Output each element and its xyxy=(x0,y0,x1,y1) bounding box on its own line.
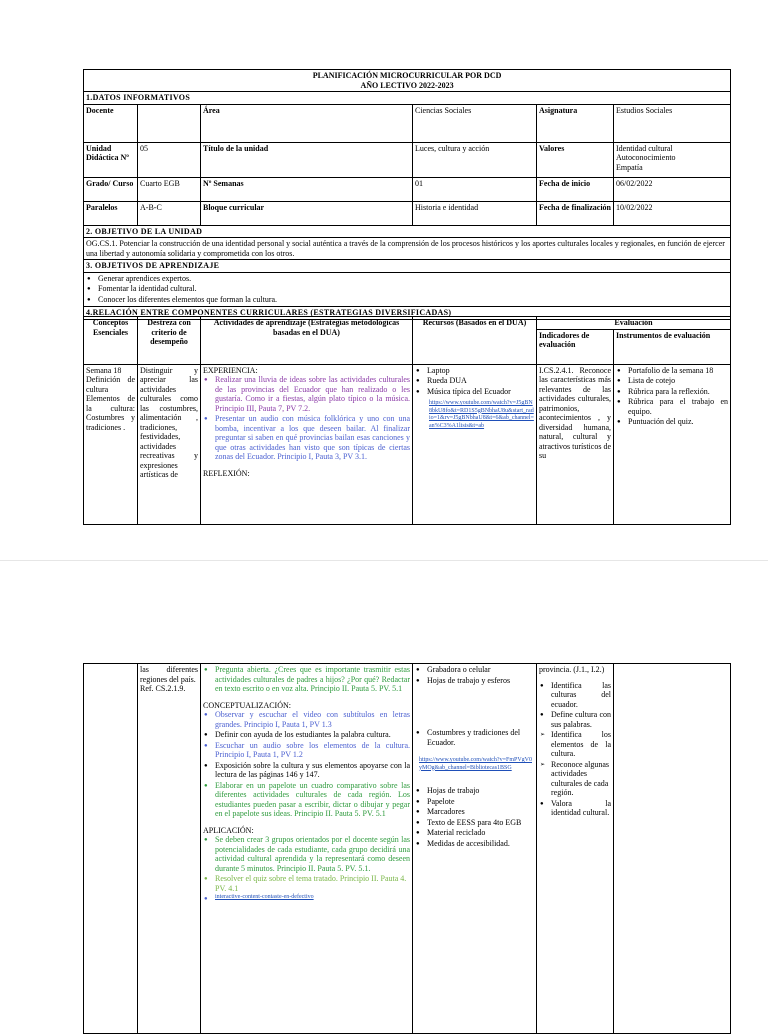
quiz-link[interactable]: ● interactive-content-contaste-en-defectivo xyxy=(215,894,314,900)
instrumento-item: ● Lista de cotejo xyxy=(624,376,728,386)
conceptualizacion-item: ● Elaborar en un papelote un cuadro comparativo sobre las diferentes actividades culturales de cada región. Los estudiantes pueden pasar a escribir, dictar o dibujar y pegar en el papelote sus ideas. Principio II. Pauta 5. PV. 5.1 xyxy=(211,781,410,819)
instrumento-item: ● Rúbrica para el trabajo en equipo. xyxy=(624,397,728,416)
recurso-item: ● Costumbres y tradiciones del Ecuador. xyxy=(423,728,534,747)
objetivo-item: ● Conocer los diferentes elementos que forman la cultura. xyxy=(94,295,728,305)
area-value: Ciencias Sociales xyxy=(413,104,537,142)
section-datos-informativos: 1.DATOS INFORMATIVOS xyxy=(84,92,731,105)
titulo-unidad-value: Luces, cultura y acción xyxy=(413,142,537,177)
col-actividades: Actividades de aprendizaje (Estrategias metodológicas basadas en el DUA) xyxy=(201,317,413,365)
bloque-value: Historia e identidad xyxy=(413,201,537,225)
valor-item: Autoconocimiento xyxy=(616,153,676,162)
recurso-item: ● Música típica del Ecuador xyxy=(423,387,534,397)
reflexion-label: REFLEXIÓN: xyxy=(203,468,250,478)
instrumentos-cell xyxy=(614,364,731,524)
recurso-item: ● Hojas de trabajo xyxy=(423,786,534,796)
col-evaluacion: Evaluación xyxy=(537,317,731,330)
recurso-item: ● Medidas de accesibilidad. xyxy=(423,839,534,849)
area-label: Área xyxy=(201,104,413,142)
valor-item: Identidad cultural xyxy=(616,143,673,153)
video-link-1[interactable]: https://www.youtube.com/watch?v=J5gBN8bkU8fo&t=RD1S5gBNbhaU8u&start_radio=1&rv=J5gBNbhaU8&t=6&ab_channel=an%C3%A1lisis&t=ab xyxy=(429,400,534,429)
actividades-cell xyxy=(201,364,413,524)
experiencia-label: EXPERIENCIA: xyxy=(203,365,258,375)
fecha-fin-label: Fecha de finalización xyxy=(537,201,614,225)
unidad-value: 05 xyxy=(138,142,201,177)
aplicacion-item: ● Se deben crear 3 grupos orientados por el docente según las potencialidades de cada estudiante, cada grupo decidirá una actividad cultural aprendida y la representará como deseen durante 5 minutos. Principio II. Pauta 5. PV. 5.1. xyxy=(211,835,410,873)
document-title: PLANIFICACIÓN MICROCURRICULAR POR DCD xyxy=(312,71,502,80)
indicador-item: ● Identifica las culturas del ecuador. xyxy=(547,681,611,710)
document-page-2 xyxy=(0,560,768,1025)
aplicacion-item xyxy=(211,894,410,902)
conceptualizacion-label: CONCEPTUALIZACIÓN: xyxy=(203,700,291,710)
paralelos-label: Paralelos xyxy=(84,201,138,225)
docente-value xyxy=(138,104,201,142)
objetivos-aprendizaje-list xyxy=(84,272,731,307)
document-title-cell xyxy=(84,70,731,92)
indicador-item: ● Define cultura con sus palabras. xyxy=(547,710,611,729)
conceptualizacion-item: ● Observar y escuchar el video con subtítulos en letras grandes. Principio I, Pauta 1, PV 1.3 xyxy=(211,710,410,729)
objetivo-item: ● Generar aprendices expertos. xyxy=(94,274,728,284)
aplicacion-item: ● Resolver el quiz sobre el tema tratado. Principio II. Pauta 4. PV. 4.1 xyxy=(211,874,410,893)
video-link-2[interactable]: https://www.youtube.com/watch?v=FmPVgV0yMOg&ab_channel=Bibliotecas1BSG xyxy=(419,757,532,771)
reflexion-item: ● Pregunta abierta. ¿Crees que es importante trasmitir estas actividades culturales de padres a hijos? ¿Por qué? Redactar en texto escrito o en voz alta. Principio II. Pauta 5. PV. 5.1 xyxy=(211,665,410,694)
recurso-item: ● Material reciclado xyxy=(423,828,534,838)
paralelos-value: A-B-C xyxy=(138,201,201,225)
experiencia-item: ● Realizar una lluvia de ideas sobre las actividades culturales de las provincias del Ecuador que han realizado o les gustaría. Como ir a fiestas, algún plato típico o la música. Principio III, Pauta 7, PV 7.2. xyxy=(211,375,410,413)
unidad-label: Unidad Didáctica Nº xyxy=(84,142,138,177)
conceptualizacion-item: ● Exposición sobre la cultura y sus elementos apoyarse con la lectura de las páginas 146 y 147. xyxy=(211,761,410,780)
col-indicadores: Indicadores de evaluación xyxy=(537,329,614,364)
recurso-item: ● Rueda DUA xyxy=(423,376,534,386)
instrumentos-cell-continued xyxy=(614,664,731,1034)
fecha-inicio-value: 06/02/2022 xyxy=(614,177,731,201)
recurso-item: ● Papelote xyxy=(423,797,534,807)
semanas-value: 01 xyxy=(413,177,537,201)
school-year: AÑO LECTIVO 2022-2023 xyxy=(360,80,454,90)
experiencia-item: ● Presentar un audio con música folklórica y uno con una bomba, incentivar a los que deseen bailar. Al finalizar preguntar si saben en qué provincias bailan esas canciones y que otras actividades han visto que son típicas de ciertas zonas del Ecuador. Principio I, Pauta 3, PV 3.1. xyxy=(211,414,410,462)
indicador-item: ● Valora la identidad cultural. xyxy=(547,799,611,818)
grado-value: Cuarto EGB xyxy=(138,177,201,201)
recurso-item: ● Texto de EESS para 4to EGB xyxy=(423,818,534,828)
grado-label: Grado/ Curso xyxy=(84,177,138,201)
conceptos-cell: Semana 18 Definición de cultura Elementos de la cultura: Costumbres y tradiciones . xyxy=(84,364,138,524)
section-objetivos-aprendizaje: 3. OBJETIVOS DE APRENDIZAJE xyxy=(84,260,731,273)
recurso-item: ● Hojas de trabajo y esferos xyxy=(423,676,534,686)
valores-value xyxy=(614,142,731,177)
docente-label: Docente xyxy=(84,104,138,142)
fecha-inicio-label: Fecha de inicio xyxy=(537,177,614,201)
planning-table-page-1 xyxy=(83,69,731,320)
section-relacion: 4.RELACIÓN ENTRE COMPONENTES CURRICULARES (ESTRATEGIAS DIVERSIFICADAS) xyxy=(84,307,731,320)
destreza-cell-continued: las diferentes regiones del país. Ref. CS.2.1.9. xyxy=(138,664,201,1034)
asignatura-label: Asignatura xyxy=(537,104,614,142)
recurso-item: ● Grabadora o celular xyxy=(423,665,534,675)
valor-item: Empatía xyxy=(616,162,643,172)
indicadores-cell: I.CS.2.4.1. Reconoce las características más relevantes de las actividades culturales, patrimonios, acontecimientos , y diversidad humana, natural, cultural y atractivos turísticos de su xyxy=(537,364,614,524)
destreza-cell: Distinguir y apreciar las actividades culturales como las costumbres, alimentación , tradiciones, festividades, actividades recreativas y expresiones artísticas de xyxy=(138,364,201,524)
indicador-intro: provincia. (J.1., I.2.) xyxy=(539,665,605,674)
indicador-item: ➢ Identifica los elementos de la cultura. xyxy=(547,730,611,759)
titulo-unidad-label: Título de la unidad xyxy=(201,142,413,177)
actividades-cell-continued xyxy=(201,664,413,1034)
col-destreza: Destreza con criterio de desempeño xyxy=(138,317,201,365)
aplicacion-label: APLICACIÓN: xyxy=(203,825,254,835)
asignatura-value: Estudios Sociales xyxy=(614,104,731,142)
conceptualizacion-item: ● Definir con ayuda de los estudiantes la palabra cultura. xyxy=(211,730,410,740)
instrumento-item: ● Puntuación del quiz. xyxy=(624,417,728,427)
col-recursos: Recursos (Basados en el DUA) xyxy=(413,317,537,365)
bloque-label: Bloque curricular xyxy=(201,201,413,225)
components-table-page-1 xyxy=(83,316,731,525)
recursos-cell-continued xyxy=(413,664,537,1034)
instrumento-item: ● Portafolio de la semana 18 xyxy=(624,366,728,376)
indicador-item: ➢ Reconoce algunas actividades culturales de cada región. xyxy=(547,760,611,798)
col-instrumentos: Instrumentos de evaluación xyxy=(614,329,731,364)
valores-label: Valores xyxy=(537,142,614,177)
conceptos-cell-continued xyxy=(84,664,138,1034)
recurso-item: ● Laptop xyxy=(423,366,534,376)
instrumento-item: ● Rúbrica para la reflexión. xyxy=(624,387,728,397)
indicadores-cell-continued xyxy=(537,664,614,1034)
recursos-cell xyxy=(413,364,537,524)
components-table-page-2 xyxy=(83,663,731,1034)
objetivo-item: ● Fomentar la identidad cultural. xyxy=(94,284,728,294)
conceptualizacion-item: ● Escuchar un audio sobre los elementos de la cultura. Principio I, Pauta 1, PV 1.2 xyxy=(211,741,410,760)
col-conceptos: Conceptos Esenciales xyxy=(84,317,138,365)
recurso-item: ● Marcadores xyxy=(423,807,534,817)
objetivo-unidad-text: OG.CS.1. Potenciar la construcción de una identidad personal y social auténtica a través de la comprensión de los procesos históricos y los aportes culturales locales y regionales, en función de ejercer una libertad y autonomía solidaria y comprometida con los otros. xyxy=(84,238,731,260)
fecha-fin-value: 10/02/2022 xyxy=(614,201,731,225)
semanas-label: Nº Semanas xyxy=(201,177,413,201)
section-objetivo-unidad: 2. OBJETIVO DE LA UNIDAD xyxy=(84,225,731,238)
